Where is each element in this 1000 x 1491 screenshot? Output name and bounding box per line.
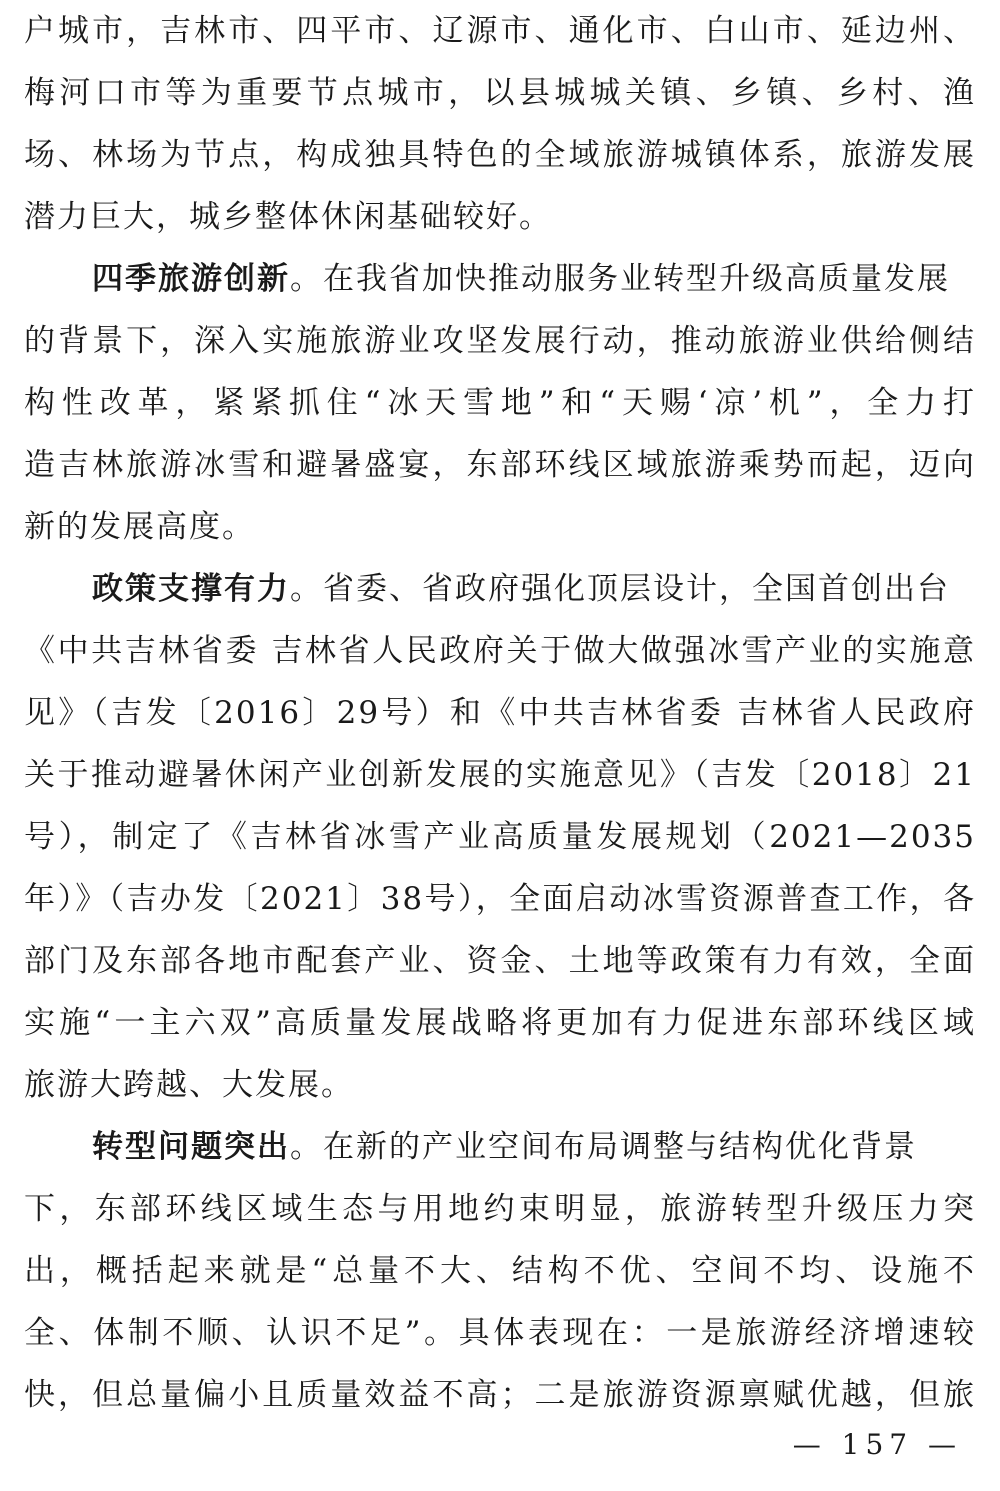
text-span: 。省委、省政府强化顶层设计，全国首创出台 [290,571,950,607]
page-number: — 157 — [792,1428,962,1461]
text-line: 梅河口市等为重要节点城市，以县城城关镇、乡镇、乡村、渔 [24,75,976,111]
text-line: 新的发展高度。 [24,509,255,545]
text-line: 下，东部环线区域生态与用地约束明显，旅游转型升级压力突 [24,1191,976,1227]
text-line: 《中共吉林省委 吉林省人民政府关于做大做强冰雪产业的实施意 [24,633,976,669]
text-line: 见》（吉发〔2016〕29号）和《中共吉林省委 吉林省人民政府 [24,695,976,731]
text-line: 户城市，吉林市、四平市、辽源市、通化市、白山市、延边州、 [24,13,976,49]
text-line: 的背景下，深入实施旅游业攻坚发展行动，推动旅游业供给侧结 [24,323,976,359]
text-line [24,1116,976,1178]
paragraph-lead-heading: 四季旅游创新 [92,261,290,297]
text-line [24,558,976,620]
text-line: 旅游大跨越、大发展。 [24,1067,354,1103]
text-line: 实施“一主六双”高质量发展战略将更加有力促进东部环线区域 [24,1005,976,1041]
paragraph [24,0,976,248]
text-line [24,248,976,310]
document-page [24,0,976,1426]
text-span: 。在我省加快推动服务业转型升级高质量发展 [290,261,950,297]
text-line: 场、林场为节点，构成独具特色的全域旅游城镇体系，旅游发展 [24,137,976,173]
text-line: 造吉林旅游冰雪和避暑盛宴，东部环线区域旅游乘势而起，迈向 [24,447,976,483]
text-line: 全、体制不顺、认识不足”。具体表现在：一是旅游经济增速较 [24,1315,976,1351]
paragraph [24,248,976,558]
text-line: 部门及东部各地市配套产业、资金、土地等政策有力有效，全面 [24,943,976,979]
text-line: 快，但总量偏小且质量效益不高；二是旅游资源禀赋优越，但旅 [24,1377,976,1413]
text-line: 号），制定了《吉林省冰雪产业高质量发展规划（2021—2035 [24,819,976,855]
text-span: 。在新的产业空间布局调整与结构优化背景 [290,1129,917,1165]
text-line: 构性改革，紧紧抓住“冰天雪地”和“天赐‘凉’机”，全力打 [24,385,976,421]
paragraph [24,558,976,1116]
text-line: 年）》（吉办发〔2021〕38号），全面启动冰雪资源普查工作，各 [24,881,976,917]
paragraph-lead-heading: 转型问题突出 [92,1129,290,1165]
text-line: 潜力巨大，城乡整体休闲基础较好。 [24,199,552,235]
text-line: 关于推动避暑休闲产业创新发展的实施意见》（吉发〔2018〕21 [24,757,976,793]
paragraph [24,1116,976,1426]
text-line: 出，概括起来就是“总量不大、结构不优、空间不均、设施不 [24,1253,976,1289]
paragraph-lead-heading: 政策支撑有力 [92,571,290,607]
